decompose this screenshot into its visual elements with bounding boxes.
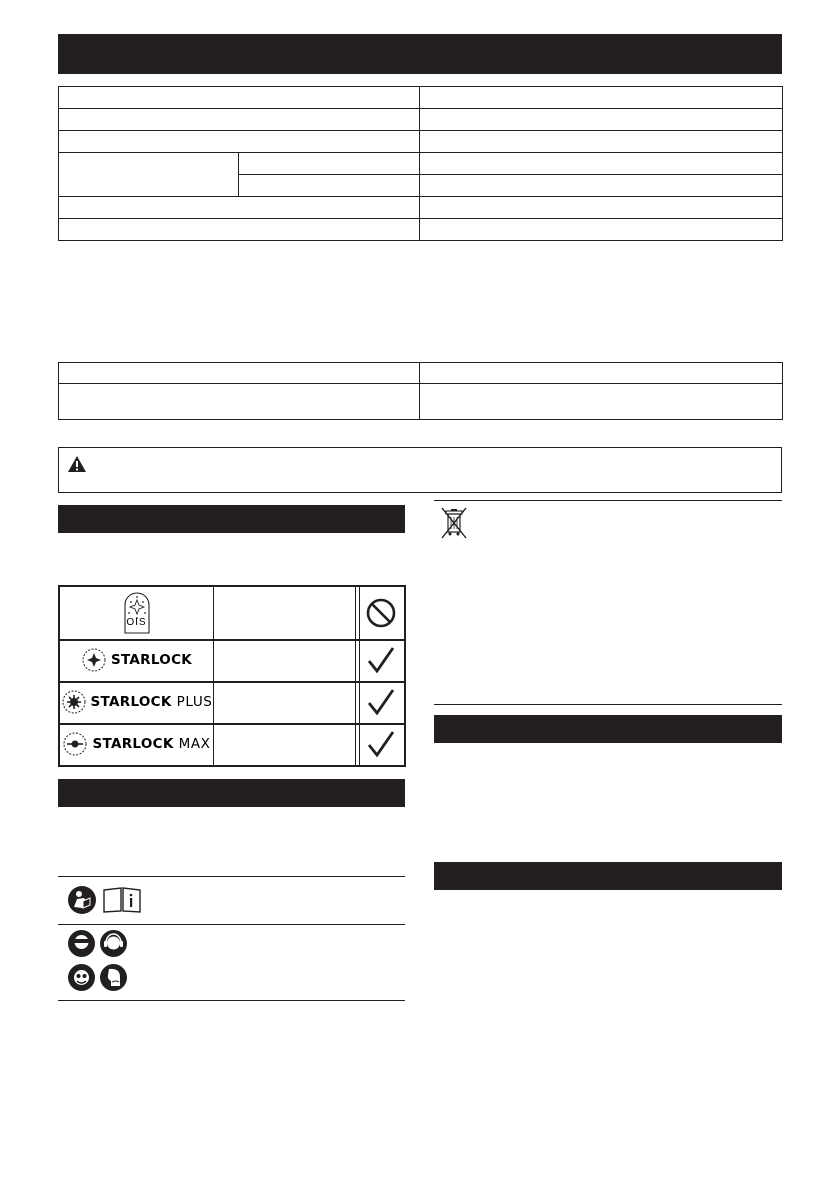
section-heading-bar — [434, 715, 782, 743]
table-row — [59, 87, 783, 109]
starlock-plus-logo — [60, 681, 213, 723]
accessory-compatibility-table — [58, 585, 406, 767]
table-row — [59, 109, 783, 131]
read-manual-symbols — [68, 884, 148, 916]
compat-row-starlock — [60, 639, 404, 683]
warning-box — [58, 447, 782, 493]
table-row — [59, 197, 783, 219]
check-icon — [366, 729, 396, 759]
status-mark — [358, 723, 404, 765]
dust-mask-icon — [100, 964, 127, 991]
info-book-icon — [102, 887, 142, 913]
ear-protection-icon — [100, 930, 127, 957]
starlock-star-icon — [81, 647, 107, 673]
prohibition-icon — [365, 597, 397, 629]
crossed-out-bin-icon — [439, 506, 469, 540]
starlock-wordmark: STARLOCK — [110, 652, 193, 668]
divider — [58, 876, 405, 877]
starlock-max-logo — [60, 723, 213, 765]
ois-mount-icon — [122, 591, 152, 635]
divider — [58, 924, 405, 925]
section-heading-bar — [434, 862, 782, 890]
header-bar — [58, 34, 782, 74]
section-heading-bar — [58, 779, 405, 807]
face-protection-icon — [68, 964, 95, 991]
table-row — [59, 131, 783, 153]
plus-suffix: PLUS — [176, 694, 213, 710]
check-icon — [366, 687, 396, 717]
starlock-max-star-icon — [62, 731, 88, 757]
compat-row-starlock-max — [60, 723, 404, 765]
check-icon — [366, 645, 396, 675]
starlock-max-wordmark — [92, 736, 210, 752]
status-mark — [358, 587, 404, 639]
ois-logo — [60, 587, 213, 639]
read-manual-icon — [68, 886, 96, 914]
starlock-plus-wordmark — [91, 694, 213, 710]
starlock-wordmark: STARLOCK — [92, 736, 174, 752]
ois-label: OIS — [126, 617, 147, 628]
starlock-plus-star-icon — [61, 689, 87, 715]
eye-protection-icon — [68, 930, 95, 957]
noise-table — [58, 362, 783, 420]
table-row — [59, 384, 783, 420]
compat-row-ois — [60, 587, 404, 641]
warning-triangle-icon — [68, 456, 86, 472]
divider — [434, 500, 782, 501]
starlock-logo — [60, 639, 213, 681]
table-row — [59, 219, 783, 241]
protective-equipment-symbols — [62, 930, 132, 996]
specifications-table — [58, 86, 783, 241]
status-mark — [358, 681, 404, 723]
starlock-wordmark: STARLOCK — [90, 694, 172, 710]
table-row — [59, 363, 783, 384]
table-row — [59, 153, 783, 175]
status-mark — [358, 639, 404, 681]
divider — [434, 704, 782, 705]
section-heading-bar — [58, 505, 405, 533]
divider — [58, 1000, 405, 1001]
max-suffix: MAX — [178, 736, 211, 752]
compat-row-starlock-plus — [60, 681, 404, 725]
